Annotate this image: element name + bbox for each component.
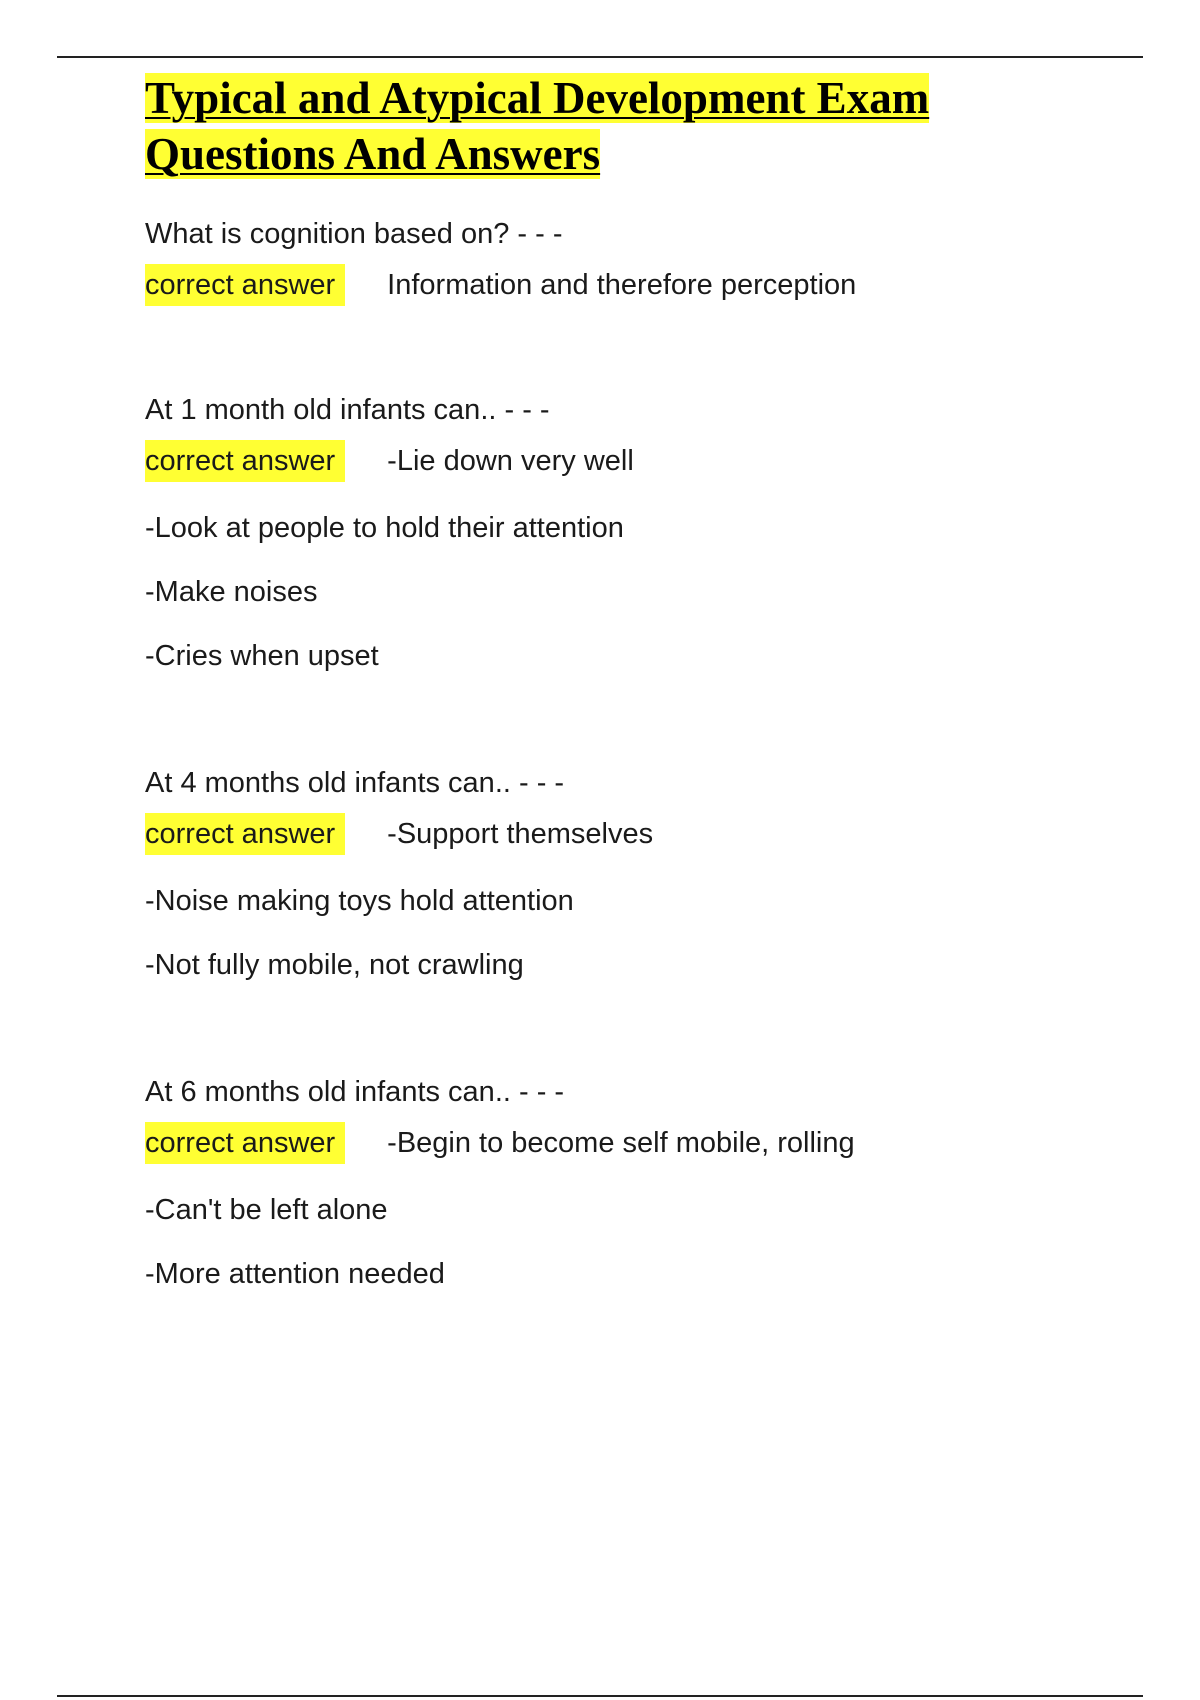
document-title — [145, 70, 1045, 182]
answer-label: correct answer — [145, 264, 345, 306]
answer-extra-line: -Cries when upset — [145, 640, 379, 672]
answer-extra-line: -Not fully mobile, not crawling — [145, 949, 524, 981]
answer-extra-line: -Noise making toys hold attention — [145, 885, 574, 917]
answer-text: -Support themselves — [387, 818, 654, 850]
qa-item — [145, 1074, 1045, 1292]
qa-item — [145, 392, 1045, 674]
answer-text: -Lie down very well — [387, 445, 634, 477]
qa-item — [145, 216, 1045, 306]
qa-item — [145, 765, 1045, 983]
question-text: At 1 month old infants can.. - - - — [145, 394, 550, 426]
title-line-1: Typical and Atypical Development Exam — [145, 73, 930, 123]
answer-line — [145, 1122, 1045, 1164]
question-text: At 4 months old infants can.. - - - — [145, 767, 565, 799]
answer-label: correct answer — [145, 440, 345, 482]
answer-extra-line: -Make noises — [145, 576, 318, 608]
answer-line — [145, 813, 1045, 855]
answer-label: correct answer — [145, 813, 345, 855]
top-rule — [57, 56, 1143, 58]
question-text: What is cognition based on? - - - — [145, 218, 563, 250]
answer-text: -Begin to become self mobile, rolling — [387, 1127, 855, 1159]
answer-extra-line: -More attention needed — [145, 1258, 445, 1290]
answer-extra-line: -Look at people to hold their attention — [145, 512, 624, 544]
answer-line — [145, 264, 1045, 306]
answer-label: correct answer — [145, 1122, 345, 1164]
bottom-rule — [57, 1695, 1143, 1697]
answer-extra-line: -Can't be left alone — [145, 1194, 388, 1226]
title-line-2: Questions And Answers — [145, 129, 601, 179]
question-text: At 6 months old infants can.. - - - — [145, 1076, 565, 1108]
document-body — [145, 70, 1045, 1292]
answer-line — [145, 440, 1045, 482]
answer-text: Information and therefore perception — [387, 269, 857, 301]
